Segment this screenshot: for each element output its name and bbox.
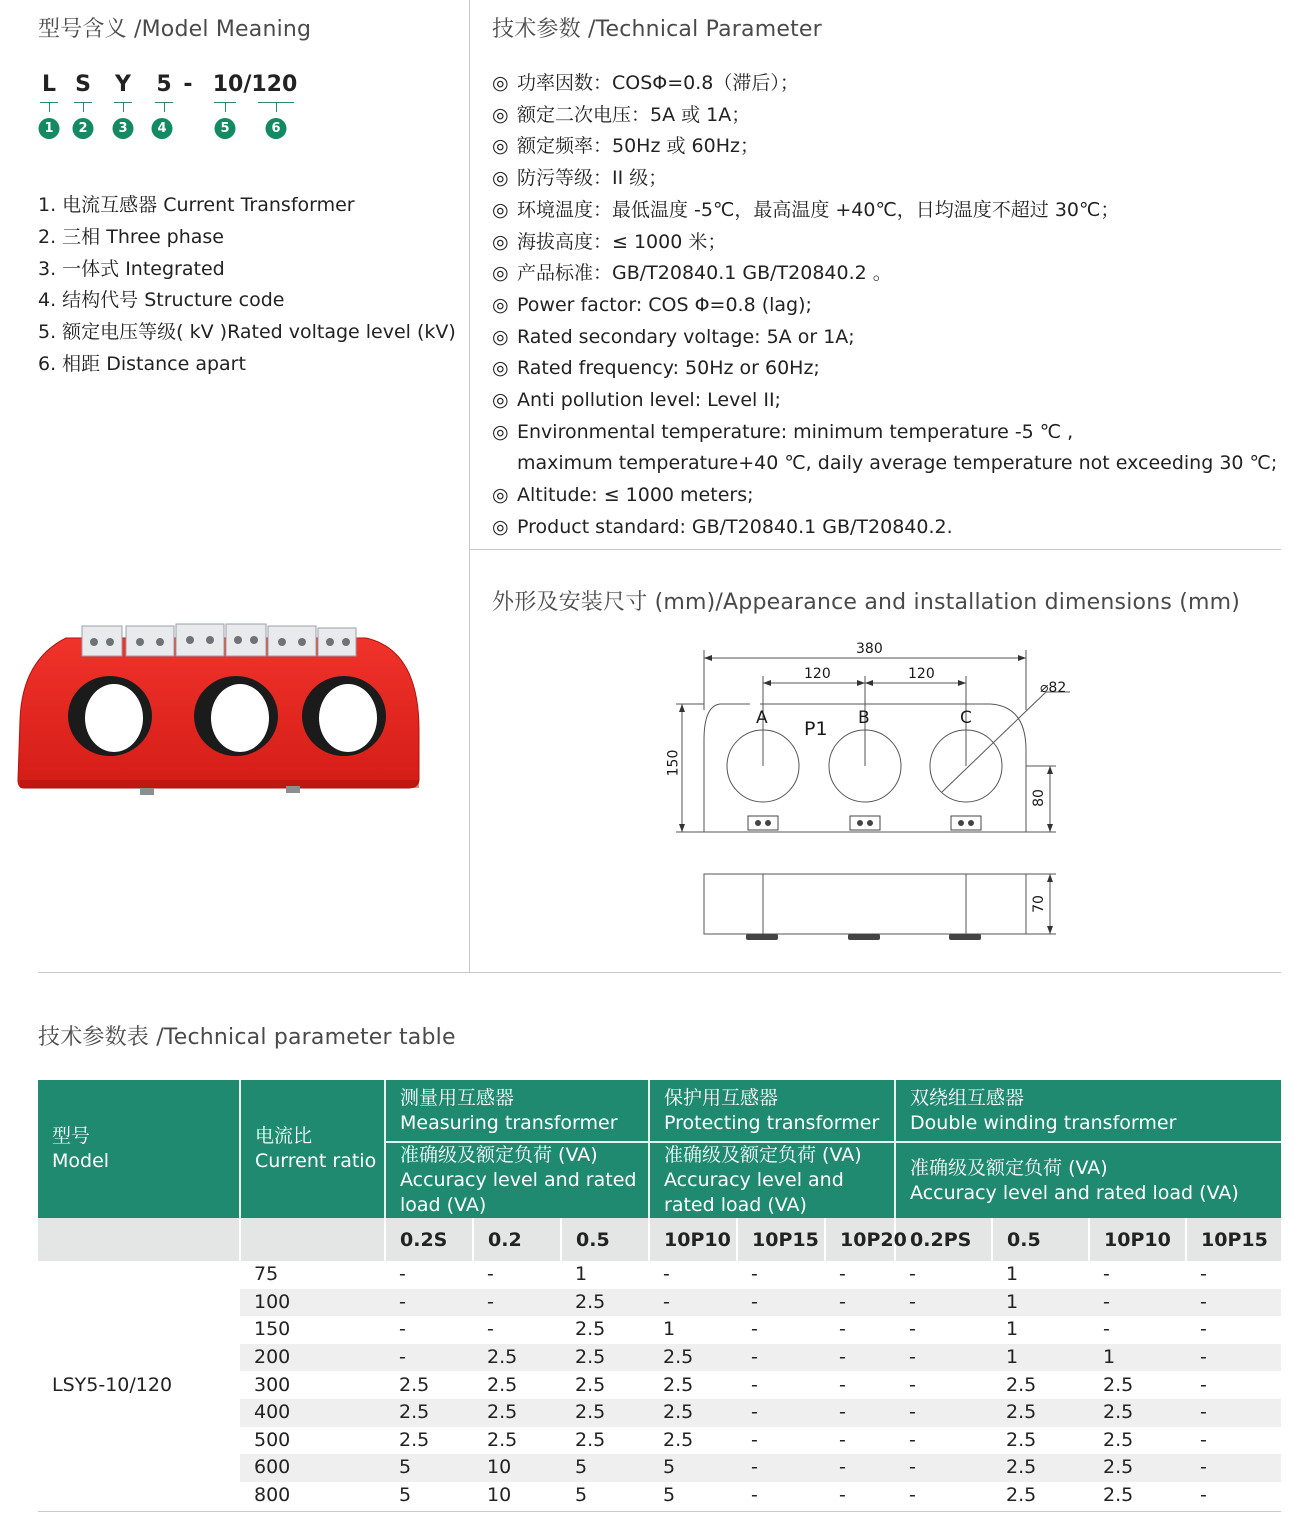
ratio-cell: 200 bbox=[240, 1344, 385, 1372]
value-cell: - bbox=[751, 1373, 758, 1396]
model-cell: LSY5-10/120 bbox=[38, 1261, 240, 1509]
dim-spacing-1: 120 bbox=[804, 666, 831, 682]
value-cell: 2.5 bbox=[385, 1399, 473, 1427]
product-photo bbox=[14, 620, 424, 800]
value-cell: - bbox=[751, 1263, 758, 1286]
value-cell: 2.5 bbox=[575, 1373, 606, 1396]
value-cell: - bbox=[649, 1289, 737, 1317]
bullet-icon: ◎ bbox=[492, 262, 509, 285]
value-cell: - bbox=[1200, 1318, 1207, 1341]
value-cell: 1 bbox=[1089, 1344, 1186, 1372]
value-cell: - bbox=[909, 1428, 916, 1451]
value-cell: - bbox=[825, 1399, 895, 1427]
code-badge-5: 5 bbox=[215, 118, 236, 139]
value-cell: - bbox=[839, 1263, 846, 1286]
code-badge-3: 3 bbox=[113, 118, 134, 139]
bullet-icon: ◎ bbox=[492, 325, 509, 348]
value-cell: 5 bbox=[399, 1484, 412, 1507]
value-cell: 10 bbox=[487, 1484, 512, 1507]
code-char-4: 5 bbox=[156, 72, 172, 97]
blank-cell bbox=[38, 1218, 240, 1261]
bullet-icon: ◎ bbox=[492, 515, 509, 538]
model-meaning-title: 型号含义 /Model Meaning bbox=[38, 17, 312, 42]
value-cell: - bbox=[825, 1344, 895, 1372]
code-stem bbox=[164, 102, 165, 112]
value-cell: - bbox=[487, 1318, 494, 1341]
value-cell: 2.5 bbox=[561, 1399, 649, 1427]
model-code bbox=[38, 72, 318, 142]
value-cell: 2.5 bbox=[663, 1428, 694, 1451]
technical-parameter-list bbox=[492, 68, 1277, 544]
bullet-icon: ◎ bbox=[492, 72, 509, 94]
bullet-icon: ◎ bbox=[492, 103, 509, 126]
param-item: ◎ Product standard: GB/T20840.1 GB/T20840.2. bbox=[492, 512, 1277, 544]
code-char-dash: - bbox=[183, 72, 193, 97]
value-cell: 1 bbox=[992, 1289, 1089, 1317]
phase-a-label: A bbox=[756, 708, 768, 728]
code-stem bbox=[123, 102, 124, 112]
bullet-icon: ◎ bbox=[492, 230, 509, 253]
dimension-lines bbox=[660, 630, 1080, 950]
value-cell: - bbox=[399, 1318, 406, 1341]
param-item: ◎ 环境温度：最低温度 -5℃，最高温度 +40℃，日均温度不超过 30℃； bbox=[492, 195, 1277, 227]
value-cell: - bbox=[839, 1373, 846, 1396]
code-badge-6: 6 bbox=[266, 118, 287, 139]
value-cell: - bbox=[1200, 1484, 1207, 1507]
value-cell: 2.5 bbox=[1006, 1484, 1037, 1507]
code-char-6: 10/120 bbox=[212, 72, 298, 97]
subheader-protecting: 准确级及额定负荷 (VA) Accuracy level and rated load (VA) bbox=[649, 1142, 895, 1218]
value-cell: - bbox=[909, 1373, 916, 1396]
value-cell: 2.5 bbox=[561, 1289, 649, 1317]
ratio-cell: 400 bbox=[240, 1399, 385, 1427]
phase-b-label: B bbox=[858, 708, 870, 728]
value-cell: - bbox=[385, 1289, 473, 1317]
value-cell: 10 bbox=[473, 1454, 561, 1482]
col-header: 10P15 bbox=[737, 1218, 825, 1261]
value-cell: 1 bbox=[1006, 1318, 1019, 1341]
param-item-continuation: maximum temperature+40 ℃, daily average temperature not exceeding 30 ℃; bbox=[517, 452, 1278, 475]
code-badge-4: 4 bbox=[152, 118, 173, 139]
value-cell: 2.5 bbox=[399, 1428, 430, 1451]
col-header: 10P10 bbox=[649, 1218, 737, 1261]
value-cell: - bbox=[825, 1289, 895, 1317]
param-item: ◎ 防污等级：II 级； bbox=[492, 163, 1277, 195]
col-header: 10P10 bbox=[1089, 1218, 1186, 1261]
meaning-item: 6. 相距 Distance apart bbox=[38, 352, 246, 375]
param-item: ◎ Rated frequency: 50Hz or 60Hz; bbox=[492, 353, 1277, 385]
table-body bbox=[38, 1261, 1281, 1509]
header-model: 型号 Model bbox=[38, 1080, 240, 1218]
phase-c-label: C bbox=[960, 708, 972, 728]
bullet-icon: ◎ bbox=[492, 167, 509, 190]
ratio-cell: 75 bbox=[240, 1261, 385, 1289]
bullet-icon: ◎ bbox=[492, 420, 509, 443]
dim-depth: 70 bbox=[1030, 895, 1047, 913]
value-cell: - bbox=[1103, 1263, 1110, 1286]
value-cell: - bbox=[1103, 1318, 1110, 1341]
value-cell: - bbox=[895, 1399, 992, 1427]
value-cell: 2.5 bbox=[992, 1454, 1089, 1482]
value-cell: 2.5 bbox=[1103, 1373, 1134, 1396]
col-header: 0.2 bbox=[473, 1218, 561, 1261]
value-cell: 5 bbox=[575, 1484, 588, 1507]
param-item: ◎ 功率因数：COSΦ=0.8（滞后）； bbox=[492, 68, 1277, 100]
value-cell: 1 bbox=[1006, 1263, 1019, 1286]
technical-parameter-table bbox=[38, 1080, 1281, 1509]
value-cell: 2.5 bbox=[1006, 1428, 1037, 1451]
bullet-icon: ◎ bbox=[492, 293, 509, 316]
bullet-icon: ◎ bbox=[492, 135, 509, 158]
param-item: ◎ 海拔高度：≤ 1000 米； bbox=[492, 227, 1277, 259]
value-cell: 1 bbox=[992, 1344, 1089, 1372]
code-badge-2: 2 bbox=[73, 118, 94, 139]
value-cell: - bbox=[1186, 1289, 1281, 1317]
value-cell: 2.5 bbox=[575, 1318, 606, 1341]
param-item: ◎ Power factor: COS Φ=0.8 (lag); bbox=[492, 290, 1277, 322]
technical-parameter-title: 技术参数 /Technical Parameter bbox=[492, 17, 822, 42]
code-char-1: L bbox=[41, 72, 57, 97]
right-divider bbox=[470, 549, 1281, 550]
meaning-item: 1. 电流互感器 Current Transformer bbox=[38, 194, 355, 216]
value-cell: 5 bbox=[385, 1454, 473, 1482]
param-item: ◎ 额定二次电压：5A 或 1A； bbox=[492, 100, 1277, 132]
header-double-winding: 双绕组互感器 Double winding transformer bbox=[895, 1080, 1281, 1142]
param-item: ◎ 额定频率：50Hz 或 60Hz； bbox=[492, 131, 1277, 163]
value-cell: - bbox=[825, 1454, 895, 1482]
param-item: ◎ Environmental temperature: minimum temperature -5 ℃ , bbox=[492, 417, 1277, 449]
value-cell: - bbox=[1186, 1344, 1281, 1372]
value-cell: 2.5 bbox=[561, 1344, 649, 1372]
col-header: 0.2S bbox=[385, 1218, 473, 1261]
value-cell: - bbox=[1186, 1454, 1281, 1482]
value-cell: - bbox=[399, 1263, 406, 1286]
value-cell: 2.5 bbox=[487, 1428, 518, 1451]
value-cell: 2.5 bbox=[1089, 1399, 1186, 1427]
dimensions-title: 外形及安装尺寸 (mm)/Appearance and installation dimensions (mm) bbox=[492, 590, 1241, 615]
value-cell: 2.5 bbox=[575, 1428, 606, 1451]
section-divider bbox=[38, 972, 1281, 973]
value-cell: - bbox=[1200, 1428, 1207, 1451]
value-cell: - bbox=[895, 1454, 992, 1482]
value-cell: 2.5 bbox=[1006, 1373, 1037, 1396]
model-meaning-list bbox=[38, 190, 456, 381]
meaning-item: 2. 三相 Three phase bbox=[38, 225, 225, 248]
value-cell: 2.5 bbox=[649, 1344, 737, 1372]
code-stem bbox=[83, 102, 84, 112]
value-cell: - bbox=[385, 1344, 473, 1372]
param-item: ◎ 产品标准：GB/T20840.1 GB/T20840.2 。 bbox=[492, 258, 1277, 290]
header-current-ratio: 电流比 Current ratio bbox=[240, 1080, 385, 1218]
dim-height: 150 bbox=[665, 749, 682, 777]
col-header: 0.2PS bbox=[895, 1218, 992, 1261]
bullet-icon: ◎ bbox=[492, 389, 509, 412]
dim-overall-width: 380 bbox=[856, 641, 883, 657]
ratio-cell: 800 bbox=[240, 1482, 385, 1510]
value-cell: - bbox=[751, 1484, 758, 1507]
param-item: ◎ Altitude: ≤ 1000 meters; bbox=[492, 480, 1277, 512]
value-cell: 2.5 bbox=[663, 1373, 694, 1396]
ratio-cell: 500 bbox=[240, 1427, 385, 1455]
table-bottom-rule bbox=[38, 1511, 1281, 1512]
col-header: 0.5 bbox=[561, 1218, 649, 1261]
value-cell: - bbox=[663, 1263, 670, 1286]
value-cell: - bbox=[839, 1428, 846, 1451]
value-cell: - bbox=[737, 1344, 825, 1372]
value-cell: - bbox=[895, 1289, 992, 1317]
code-badge-1: 1 bbox=[39, 118, 60, 139]
value-cell: - bbox=[839, 1318, 846, 1341]
value-cell: 2.5 bbox=[649, 1399, 737, 1427]
value-cell: - bbox=[487, 1263, 494, 1286]
value-cell: - bbox=[909, 1263, 916, 1286]
value-cell: 1 bbox=[575, 1263, 588, 1286]
col-header: 0.5 bbox=[992, 1218, 1089, 1261]
value-cell: 2.5 bbox=[1089, 1454, 1186, 1482]
value-cell: 2.5 bbox=[1103, 1484, 1134, 1507]
value-cell: 2.5 bbox=[1103, 1428, 1134, 1451]
value-cell: - bbox=[895, 1344, 992, 1372]
header-measuring: 测量用互感器 Measuring transformer bbox=[385, 1080, 649, 1142]
value-cell: - bbox=[737, 1399, 825, 1427]
code-stem bbox=[276, 102, 277, 112]
header-protecting: 保护用互感器 Protecting transformer bbox=[649, 1080, 895, 1142]
vertical-divider bbox=[469, 0, 470, 972]
value-cell: 2.5 bbox=[992, 1399, 1089, 1427]
dimension-drawing bbox=[660, 630, 1080, 950]
value-cell: - bbox=[1200, 1373, 1207, 1396]
value-cell: 2.5 bbox=[487, 1373, 518, 1396]
value-cell: 2.5 bbox=[473, 1399, 561, 1427]
dim-spacing-2: 120 bbox=[908, 666, 935, 682]
value-cell: - bbox=[737, 1289, 825, 1317]
param-item: ◎ Anti pollution level: Level II; bbox=[492, 385, 1277, 417]
table-row bbox=[38, 1261, 1281, 1289]
value-cell: - bbox=[909, 1484, 916, 1507]
ratio-cell: 600 bbox=[240, 1454, 385, 1482]
subheader-double-winding: 准确级及额定负荷 (VA) Accuracy level and rated load (VA) bbox=[895, 1142, 1281, 1218]
ratio-cell: 150 bbox=[240, 1316, 385, 1344]
dim-center-height: 80 bbox=[1030, 789, 1047, 807]
value-cell: - bbox=[473, 1289, 561, 1317]
value-cell: - bbox=[1186, 1399, 1281, 1427]
value-cell: 5 bbox=[663, 1484, 676, 1507]
column-header-row bbox=[38, 1218, 1281, 1261]
subheader-measuring: 准确级及额定负荷 (VA) Accuracy level and rated load (VA) bbox=[385, 1142, 649, 1218]
meaning-item: 4. 结构代号 Structure code bbox=[38, 289, 285, 312]
col-header: 10P20 bbox=[825, 1218, 895, 1261]
value-cell: - bbox=[737, 1454, 825, 1482]
value-cell: 2.5 bbox=[473, 1344, 561, 1372]
param-item: ◎ Rated secondary voltage: 5A or 1A; bbox=[492, 322, 1277, 354]
bullet-icon: ◎ bbox=[492, 357, 509, 380]
bullet-icon: ◎ bbox=[492, 484, 509, 507]
meaning-item: 3. 一体式 Integrated bbox=[38, 257, 225, 280]
value-cell: 1 bbox=[663, 1318, 676, 1341]
value-cell: - bbox=[839, 1484, 846, 1507]
meaning-item: 5. 额定电压等级( kV )Rated voltage level (kV) bbox=[38, 321, 456, 344]
value-cell: 5 bbox=[649, 1454, 737, 1482]
terminal-label: P1 bbox=[804, 718, 828, 740]
code-char-2: S bbox=[75, 72, 91, 97]
code-stem bbox=[49, 102, 50, 112]
value-cell: - bbox=[751, 1318, 758, 1341]
col-header: 10P15 bbox=[1186, 1218, 1281, 1261]
ratio-cell: 100 bbox=[240, 1289, 385, 1317]
value-cell: - bbox=[1089, 1289, 1186, 1317]
code-char-3: Y bbox=[115, 72, 131, 97]
bullet-icon: ◎ bbox=[492, 198, 509, 221]
value-cell: - bbox=[751, 1428, 758, 1451]
code-stem bbox=[225, 102, 226, 112]
value-cell: - bbox=[1200, 1263, 1207, 1286]
value-cell: 5 bbox=[561, 1454, 649, 1482]
table-title: 技术参数表 /Technical parameter table bbox=[38, 1025, 456, 1050]
value-cell: 2.5 bbox=[399, 1373, 430, 1396]
value-cell: - bbox=[909, 1318, 916, 1341]
blank-cell bbox=[240, 1218, 385, 1261]
dim-diameter: ⌀82 bbox=[1040, 680, 1067, 696]
ratio-cell: 300 bbox=[240, 1371, 385, 1399]
